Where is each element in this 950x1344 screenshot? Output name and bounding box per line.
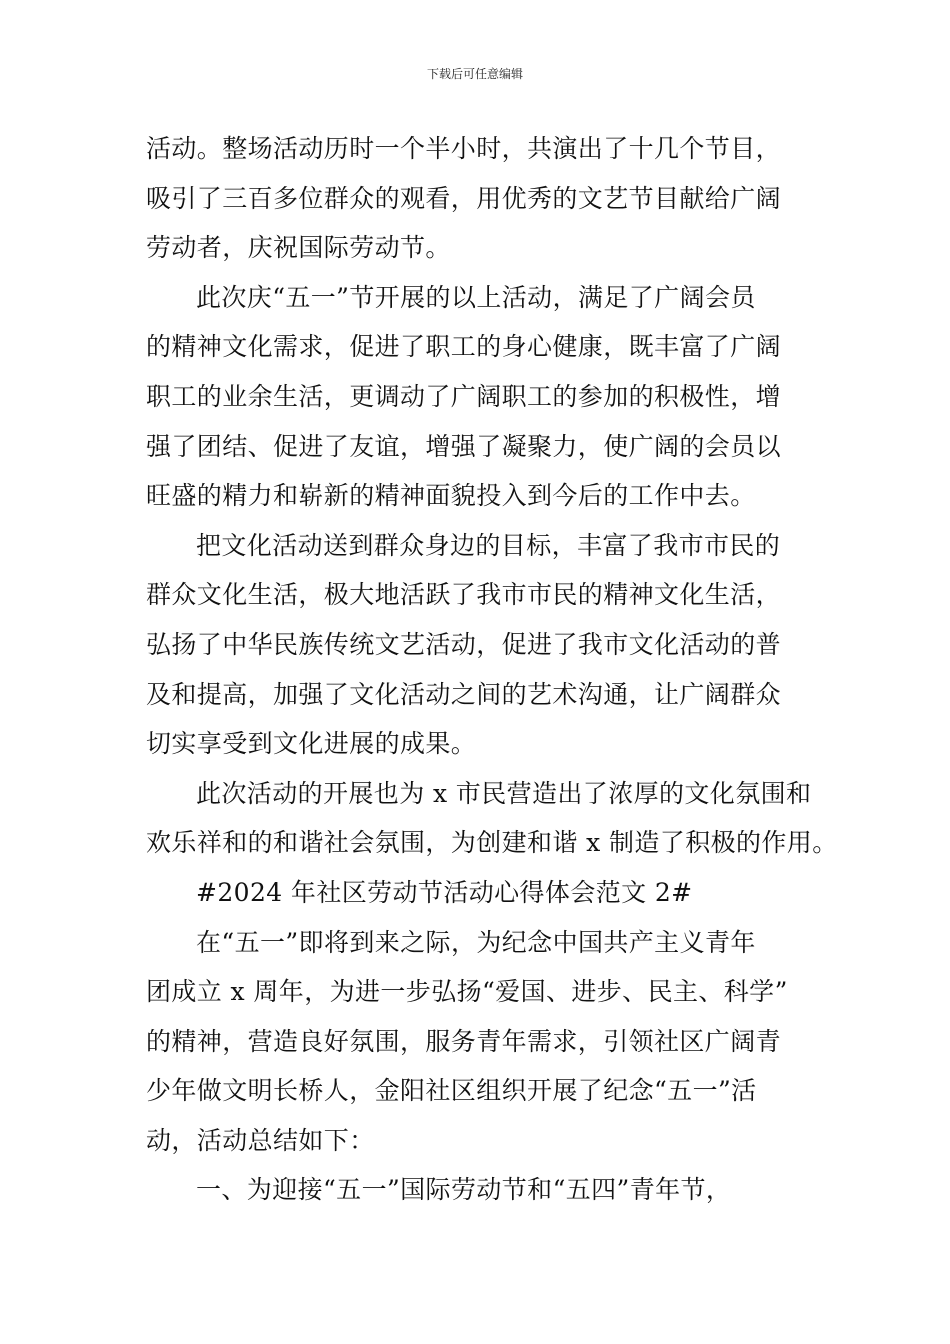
text-line: 及和提高，加强了文化活动之间的艺术沟通，让广阔群众	[146, 679, 782, 709]
text-line: 此次活动的开展也为 x 市民营造出了浓厚的文化氛围和	[196, 778, 812, 808]
text-line: 强了团结、促进了友谊，增强了凝聚力，使广阔的会员以	[146, 431, 782, 461]
text-line: 欢乐祥和的和谐社会氛围，为创建和谐 x 制造了积极的作用。	[146, 828, 838, 858]
text-line: 动，活动总结如下：	[146, 1125, 375, 1155]
text-line: 在“五一”即将到来之际，为纪念中国共产主义青年	[196, 927, 756, 957]
text-line: 活动。整场活动历时一个半小时，共演出了十几个节目，	[146, 134, 782, 163]
text-line: 少年做文明长桥人，金阳社区组织开展了纪念“五一”活	[146, 1076, 757, 1106]
document-body	[146, 124, 838, 1215]
page-header: 下载后可任意编辑	[426, 67, 523, 81]
text-line: 切实享受到文化进展的成果。	[146, 729, 477, 759]
text-line: 的精神，营造良好氛围，服务青年需求，引领社区广阔青	[146, 1026, 782, 1056]
text-line: 一、为迎接“五一”国际劳动节和“五四”青年节，	[196, 1175, 732, 1205]
text-line: 旺盛的精力和崭新的精神面貌投入到今后的工作中去。	[146, 481, 756, 511]
text-line: 此次庆“五一”节开展的以上活动，满足了广阔会员	[196, 282, 756, 312]
text-line: 团成立 x 周年，为进一步弘扬“爱国、进步、民主、科学”	[146, 977, 788, 1007]
text-line: 劳动者，庆祝国际劳动节。	[146, 233, 451, 263]
text-line: 群众文化生活，极大地活跃了我市市民的精神文化生活，	[146, 580, 782, 610]
text-line: 吸引了三百多位群众的观看，用优秀的文艺节目献给广阔	[146, 183, 782, 213]
text-line: 职工的业余生活，更调动了广阔职工的参加的积极性，增	[146, 381, 782, 411]
text-line: 的精神文化需求，促进了职工的身心健康，既丰富了广阔	[146, 332, 782, 362]
text-line: #2024 年社区劳动节活动心得体会范文 2#	[196, 877, 693, 907]
text-line: 弘扬了中华民族传统文艺活动，促进了我市文化活动的普	[146, 629, 782, 659]
text-line: 把文化活动送到群众身边的目标，丰富了我市市民的	[196, 530, 781, 560]
